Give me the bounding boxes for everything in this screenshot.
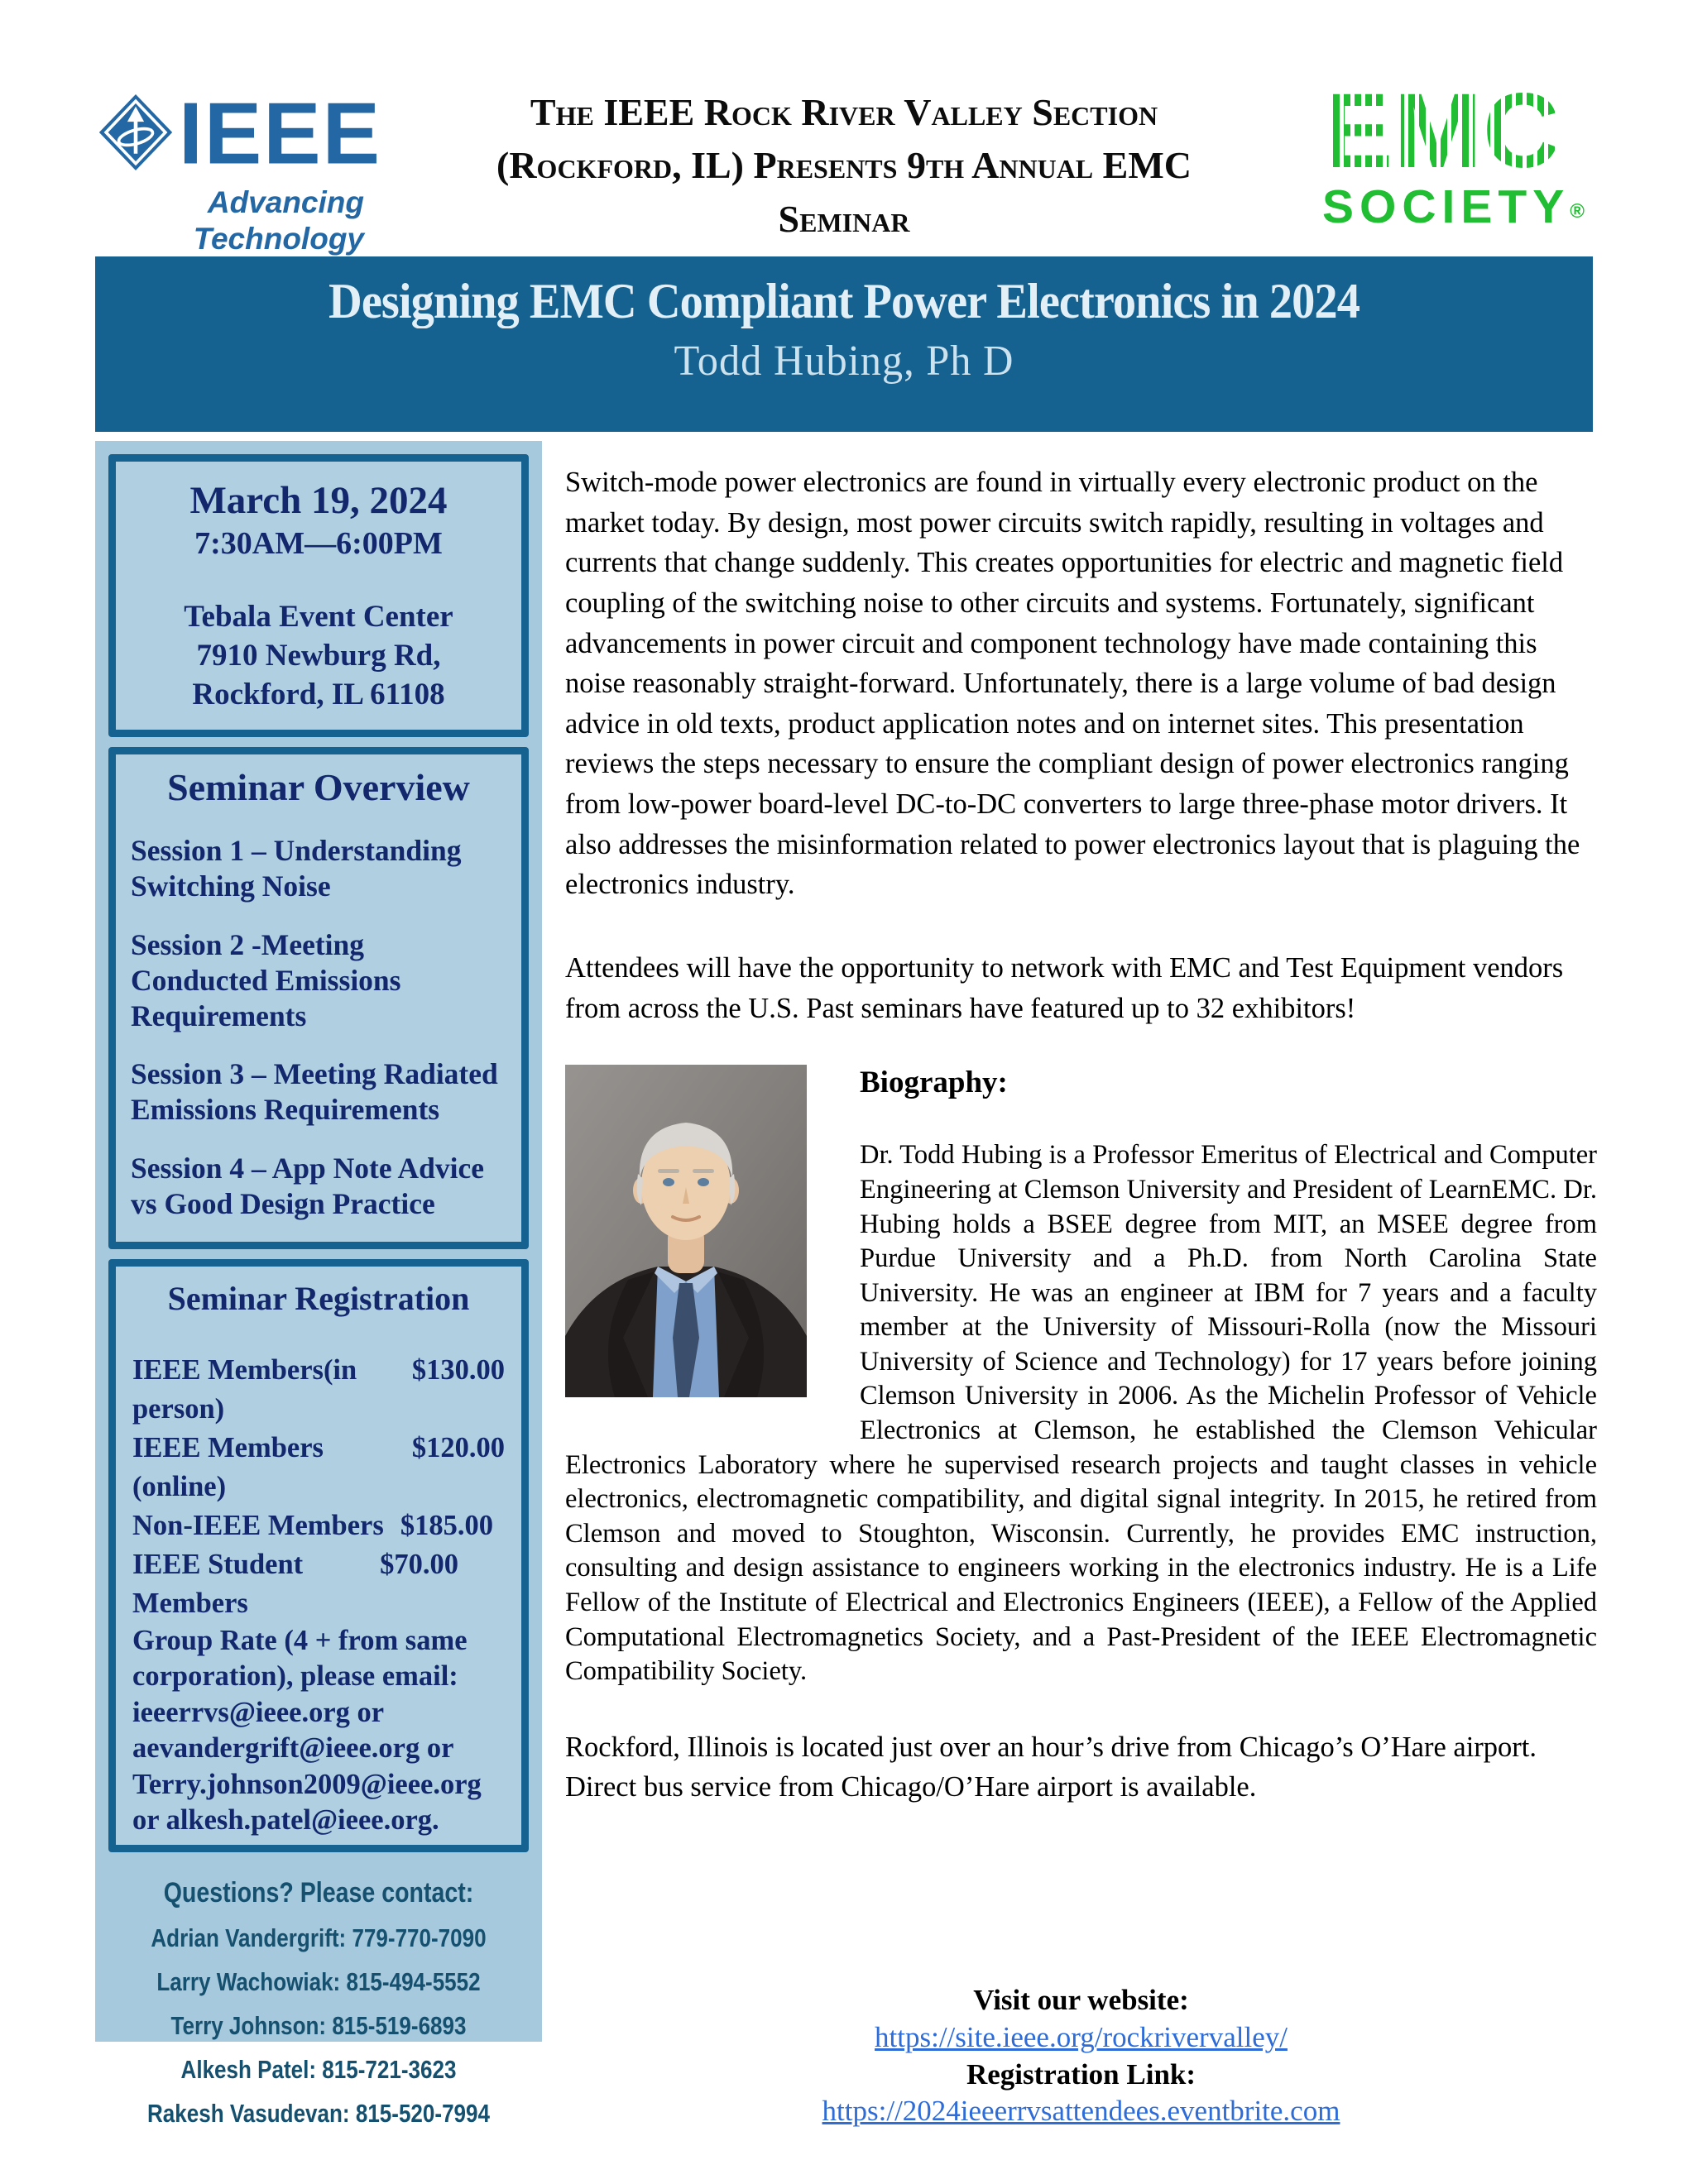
rate-label: Non-IEEE Members [132, 1509, 384, 1541]
venue-name: Tebala Event Center [184, 599, 453, 634]
contacts-heading: Questions? Please contact: [163, 1877, 474, 1909]
header-title-line1: The IEEE Rock River Valley Section [530, 91, 1158, 133]
session-item-3: Session 3 – Meeting Radiated Emissions Requirements [131, 1057, 498, 1127]
seminar-overview-box [108, 747, 529, 1249]
biography-heading: Biography: [860, 1066, 1008, 1100]
emc-society-logo [1322, 72, 1604, 233]
ieee-tagline-line1: Advancing Technology [193, 185, 364, 256]
contact-person-2: Larry Wachowiak: 815-494-5552 [156, 1967, 481, 1997]
rate-label: IEEE Members (online) [132, 1432, 324, 1502]
ieee-logo-row [98, 85, 381, 184]
event-time: 7:30AM—6:00PM [194, 526, 443, 562]
overview-heading: Seminar Overview [167, 765, 470, 808]
registration-rates [132, 1351, 505, 1622]
group-rate-text: Group Rate (4 + from same corporation), please email: ieeerrvs@ieee.org or aevandergrift@ieee.org or Terry.johnson2009@ieee.org or alkesh.patel@ieee.org. [132, 1624, 482, 1836]
travel-paragraph: Rockford, Illinois is located just over an hour’s drive from Chicago’s O’Hare airport. Direct bus service from Chicago/O’Hare airport is available. [565, 1731, 1537, 1803]
rate-price: $185.00 [400, 1509, 493, 1541]
vendors-paragraph: Attendees will have the opportunity to network with EMC and Test Equipment vendors from across the U.S. Past seminars have featured up to 32 exhibitors! [565, 952, 1564, 1024]
registration-link-label: Registration Link: [966, 2057, 1196, 2091]
date-location-box [108, 454, 529, 737]
rate-row [132, 1545, 505, 1623]
contacts-block [131, 1877, 506, 2129]
venue-address1: 7910 Newburg Rd, [196, 639, 441, 673]
registration-link[interactable]: https://2024ieeerrvsattendees.eventbrite.com [822, 2095, 1340, 2128]
rate-price: $120.00 [411, 1432, 505, 1464]
session-item-1: Session 1 – Understanding Switching Noise [131, 833, 462, 903]
sidebar [95, 441, 542, 2129]
contact-person-5: Rakesh Vasudevan: 815-520-7994 [146, 2099, 491, 2129]
speaker-photo [565, 1065, 807, 1397]
event-date: March 19, 2024 [189, 479, 448, 522]
website-link[interactable]: https://site.ieee.org/rockrivervalley/ [875, 2020, 1288, 2053]
contact-person-1: Adrian Vandergrift: 779-770-7090 [151, 1923, 487, 1953]
biography-text: Dr. Todd Hubing is a Professor Emeritus of Electrical and Computer Engineering at Clemson University and President of LearnEMC. Dr. Hubing holds a BSEE degree from MIT, an MSEE degree from Purdue University and a Ph.D. from North Carolina State University. He was an engineer at IBM for 7 years and a faculty member at the University of Missouri-Rolla (now the Missouri University of Science and Technology) for 17 years before joining Clemson University in 2006. As the Michelin Professor of Vehicle Electronics at Clemson, he established the Clemson Vehicular Electronics Laboratory where he supervised research projects and taught classes in vehicle electronics, electromagnetic compatibility, and digital signal integrity. In 2015, he retired from Clemson and moved to Stoughton, Wisconsin. Currently, he provides EMC instruction, consulting and design assistance to engineers working in the electronics industry. He is a Life Fellow of the Institute of Electrical and Electronics Engineers (IEEE), a Fellow of the Applied Computational Electromagnetics Society, and a Past-President of the IEEE Electromagnetic Compatibility Society. [565, 1140, 1597, 1687]
event-venue [121, 597, 516, 715]
seminar-title: Designing EMC Compliant Power Electronics in 2024 [328, 274, 1360, 328]
session-item-4: Session 4 – App Note Advice vs Good Design Practice [131, 1152, 485, 1221]
header-title-line2: (Rockford, IL) Presents 9th Annual EMC [496, 144, 1192, 187]
rate-row [132, 1429, 505, 1506]
ieee-diamond-icon [98, 93, 174, 176]
registration-box [108, 1259, 529, 1852]
contact-person-3: Terry Johnson: 815-519-6893 [170, 2011, 467, 2041]
rate-price: $130.00 [411, 1354, 505, 1387]
rate-row [132, 1351, 505, 1429]
emc-logo-society [1322, 180, 1604, 233]
biography-section [565, 1065, 1597, 1689]
registration-heading: Seminar Registration [167, 1280, 470, 1318]
abstract-paragraph: Switch-mode power electronics are found in virtually every electronic product on the market today. By design, most power circuits switch rapidly, resulting in voltages and currents that change suddenly. This creates opportunities for electric and magnetic field coupling of the switching noise to other circuits and systems. Fortunately, significant advancements in power circuit and component technology have made containing this noise reasonably straight-forward. Unfortunately, there is a large volume of bad design advice in old texts, product application notes and on internet sites. This presentation reviews the steps necessary to ensure the compliant design of power electronics ranging from low-power board-level DC-to-DC converters to large three-phase motor drivers. It also addresses the misinformation related to power electronics layout that is plaguing the electronics industry. [565, 467, 1580, 901]
rate-label: IEEE Members(in person) [132, 1354, 357, 1425]
registered-mark-icon: ® [1570, 199, 1585, 223]
contact-person-4: Alkesh Patel: 815-721-3623 [180, 2055, 457, 2085]
rate-price: $70.00 [380, 1548, 458, 1580]
seminar-speaker: Todd Hubing, Ph D [674, 338, 1014, 385]
emc-logo-word: EMC [1322, 83, 1604, 180]
emc-society-text: SOCIETY [1322, 180, 1571, 233]
venue-address2: Rockford, IL 61108 [192, 678, 445, 712]
header-title-line3: Seminar [778, 197, 910, 240]
ieee-wordmark: IEEE [179, 85, 381, 184]
website-label: Visit our website: [973, 1984, 1189, 2016]
header-title [381, 86, 1307, 246]
footer-links [565, 1982, 1597, 2130]
title-banner [95, 256, 1593, 432]
main-content [565, 441, 1597, 1808]
rate-row [132, 1506, 505, 1545]
session-item-2: Session 2 -Meeting Conducted Emissions Requirements [131, 927, 401, 1032]
rate-label: IEEE Student Members [132, 1548, 304, 1619]
